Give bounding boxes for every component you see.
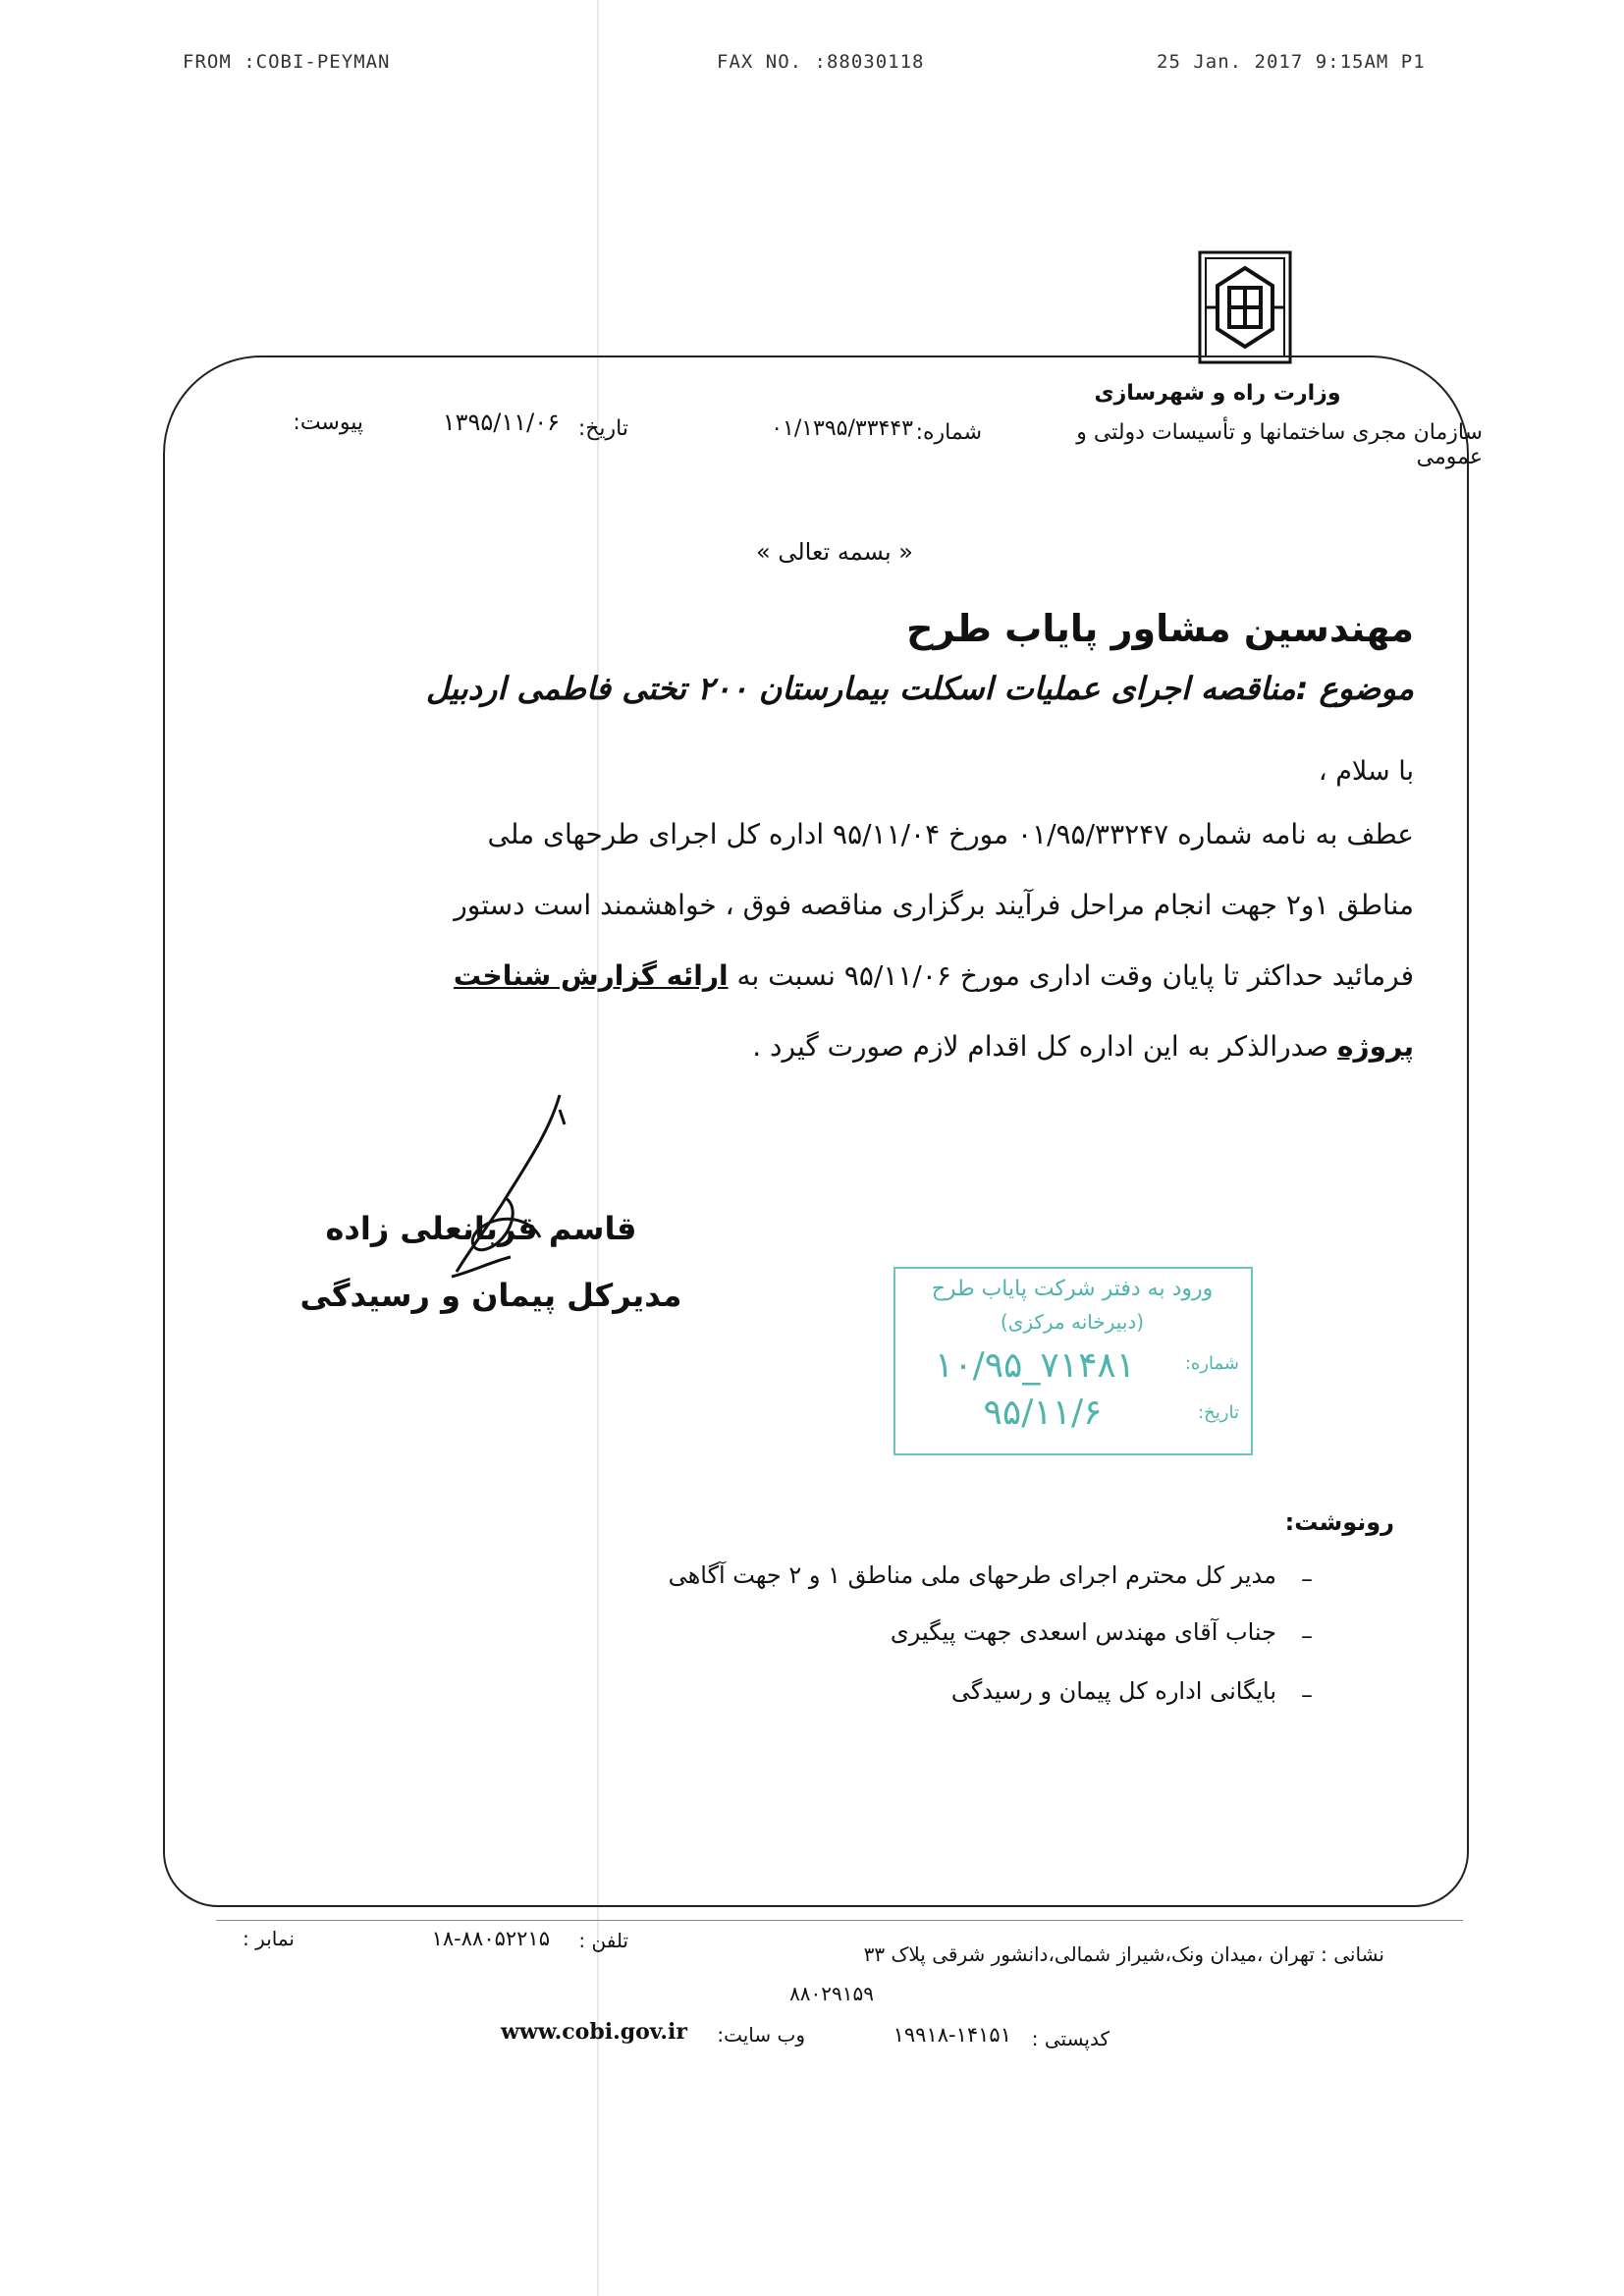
body-line-1: عطف به نامه شماره ۰۱/۹۵/۳۳۲۴۷ مورخ ۹۵/۱۱/۰۴ اداره کل اجرای طرحهای ملی xyxy=(487,818,1414,850)
letter-date: ۱۳۹۵/۱۱/۰۶ xyxy=(442,409,560,436)
body-line-2: مناطق ۱و۲ جهت انجام مراحل فرآیند برگزاری مناقصه فوق ، خواهشمند است دستور xyxy=(454,889,1414,921)
invocation: « بسمه تعالی » xyxy=(756,538,913,566)
body-emphasis-2: پروژه xyxy=(1337,1030,1414,1063)
stamp-line-1: ورود به دفتر شرکت پایاب طرح xyxy=(931,1277,1214,1301)
stamp-number: ۱۰/۹۵_۷۱۴۸۱ xyxy=(934,1345,1136,1386)
signatory-name: قاسم قربانعلی زاده xyxy=(325,1210,637,1247)
phone-label: تلفن : xyxy=(578,1929,628,1952)
fax-number-footer: ۸۸۰۲۹۱۵۹ xyxy=(789,1982,874,2005)
postal-code-label: کدپستی : xyxy=(1031,2027,1110,2050)
letter-date-label: تاریخ: xyxy=(577,416,628,441)
handwritten-signature-icon xyxy=(412,1090,589,1306)
letter-number-label: شماره: xyxy=(915,420,982,445)
fax-label: نمابر : xyxy=(243,1927,295,1950)
cc-item-3: بایگانی اداره کل پیمان و رسیدگی xyxy=(950,1677,1276,1705)
body-line-4-text: صدرالذکر به این اداره کل اقدام لازم صورت گیرد . xyxy=(752,1030,1338,1063)
fax-datetime: 25 Jan. 2017 9:15AM P1 xyxy=(1157,51,1426,73)
footer-divider xyxy=(216,1920,1463,1921)
cc-bullet: – xyxy=(1301,1565,1313,1593)
signatory-title: مدیرکل پیمان و رسیدگی xyxy=(299,1277,682,1314)
cc-title: رونوشت: xyxy=(1284,1508,1394,1536)
recipient: مهندسین مشاور پایاب طرح xyxy=(906,607,1414,650)
cc-item-1: مدیر کل محترم اجرای طرحهای ملی مناطق ۱ و ۲ جهت آگاهی xyxy=(668,1561,1276,1589)
body-line-3 xyxy=(260,941,1414,1011)
stamp-date-label: تاریخ: xyxy=(1198,1402,1239,1423)
stamp-date: ۹۵/۱۱/۶ xyxy=(983,1393,1103,1433)
receipt-stamp xyxy=(893,1267,1253,1455)
stamp-line-2: (دبیرخانه مرکزی) xyxy=(1000,1310,1145,1334)
body-emphasis-1: ارائه گزارش شناخت xyxy=(453,959,729,992)
body-line-4 xyxy=(260,1011,1414,1082)
fax-from: FROM :COBI-PEYMAN xyxy=(183,51,391,73)
letter-body xyxy=(260,799,1414,1082)
fax-number: FAX NO. :88030118 xyxy=(717,51,925,73)
cc-bullet: – xyxy=(1301,1622,1313,1650)
cc-bullet: – xyxy=(1301,1681,1313,1709)
greeting: با سلام ، xyxy=(1318,756,1414,787)
postal-code: ۱۹۹۱۸-۱۴۱۵۱ xyxy=(893,2023,1011,2047)
footer-address: نشانی : تهران ،میدان ونک،شیراز شمالی،دانشور شرقی پلاک ۳۳ xyxy=(863,1942,1384,1966)
attachment-label: پیوست: xyxy=(293,410,363,435)
ministry-name: وزارت راه و شهرسازی xyxy=(1094,381,1341,406)
organization-name: سازمان مجری ساختمانها و تأسیسات دولتی و عمومی xyxy=(1076,420,1483,469)
phone-number: ۱۸-۸۸۰۵۲۲۱۵ xyxy=(431,1927,550,1950)
letter-number: ۰۱/۱۳۹۵/۳۳۴۴۳ xyxy=(771,416,913,441)
stamp-number-label: شماره: xyxy=(1184,1353,1239,1374)
letter-frame xyxy=(163,355,1469,1907)
website-label: وب سایت: xyxy=(717,2023,805,2047)
website-link[interactable]: www.cobi.gov.ir xyxy=(501,2019,687,2045)
subject: موضوع :مناقصه اجرای عملیات اسکلت بیمارستان ۲۰۰ تختی فاطمی اردبیل xyxy=(425,670,1414,707)
cc-item-2: جناب آقای مهندس اسعدی جهت پیگیری xyxy=(890,1618,1276,1646)
body-line-3-text: فرمائید حداکثر تا پایان وقت اداری مورخ ۹۵/۱۱/۰۶ نسبت به xyxy=(728,959,1414,992)
ministry-logo-icon xyxy=(1198,250,1292,364)
